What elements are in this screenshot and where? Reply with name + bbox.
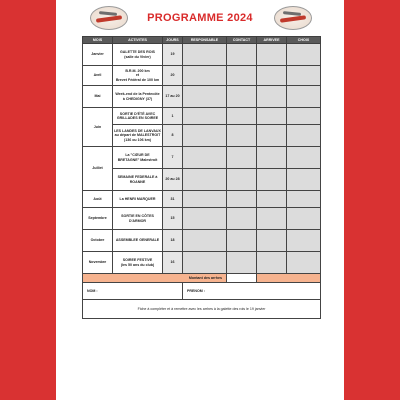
- cell-contact[interactable]: [227, 66, 257, 86]
- cell-contact[interactable]: [227, 44, 257, 66]
- cell-contact[interactable]: [227, 191, 257, 208]
- cell-activite: SORTIE EN CÔTES D'ARMOR: [113, 208, 163, 230]
- cell-activite: SOIREE FESTIVE (les 50 ans du club): [113, 252, 163, 274]
- arrhes-total-value-cell[interactable]: [227, 274, 257, 283]
- table-row: [83, 86, 321, 108]
- cell-responsable[interactable]: [183, 44, 227, 66]
- cell-arrivee[interactable]: [257, 86, 287, 108]
- cell-jours: 19: [163, 44, 183, 66]
- cell-jours: 20 au 28: [163, 169, 183, 191]
- cell-arrivee[interactable]: [257, 252, 287, 274]
- cell-contact[interactable]: [227, 169, 257, 191]
- cell-jours: 15: [163, 208, 183, 230]
- cell-jours: 18: [163, 230, 183, 252]
- column-header-responsable: RESPONSABLE: [183, 37, 227, 44]
- column-header-choix: CHOIX: [287, 37, 321, 44]
- cell-mois: Juillet: [83, 147, 113, 191]
- cell-jours: 17 au 20: [163, 86, 183, 108]
- cell-contact[interactable]: [227, 252, 257, 274]
- cell-responsable[interactable]: [183, 169, 227, 191]
- cell-choix[interactable]: [287, 147, 321, 169]
- cell-activite: La HENRI MARQUER: [113, 191, 163, 208]
- cell-choix[interactable]: [287, 169, 321, 191]
- cell-mois: Janvier: [83, 44, 113, 66]
- cell-responsable[interactable]: [183, 108, 227, 125]
- cell-responsable[interactable]: [183, 230, 227, 252]
- red-border-right: [344, 0, 400, 400]
- cell-choix[interactable]: [287, 191, 321, 208]
- cell-arrivee[interactable]: [257, 208, 287, 230]
- document-page: [60, 0, 340, 400]
- cell-jours: 16: [163, 252, 183, 274]
- column-header-contact: CONTACT: [227, 37, 257, 44]
- cell-contact[interactable]: [227, 125, 257, 147]
- column-header-activites: ACTIVITES: [113, 37, 163, 44]
- cell-contact[interactable]: [227, 230, 257, 252]
- cell-arrivee[interactable]: [257, 108, 287, 125]
- cell-mois: Août: [83, 191, 113, 208]
- cell-responsable[interactable]: [183, 125, 227, 147]
- cell-mois: Octobre: [83, 230, 113, 252]
- column-header-jours: JOURS: [163, 37, 183, 44]
- cell-choix[interactable]: [287, 230, 321, 252]
- cell-jours: 1: [163, 108, 183, 125]
- column-header-mois: MOIS: [83, 37, 113, 44]
- table-row: [83, 230, 321, 252]
- cell-mois: Septembre: [83, 208, 113, 230]
- cell-choix[interactable]: [287, 208, 321, 230]
- page-title: PROGRAMME 2024: [147, 12, 253, 24]
- cell-mois: Mai: [83, 86, 113, 108]
- cell-mois: Novembre: [83, 252, 113, 274]
- club-logo-right: [274, 6, 312, 30]
- cell-responsable[interactable]: [183, 191, 227, 208]
- cell-activite: Week-end de la Pentecôte à CHEDIGNY (37): [113, 86, 163, 108]
- table-row: [83, 66, 321, 86]
- cell-choix[interactable]: [287, 86, 321, 108]
- identity-row: [83, 283, 321, 300]
- cell-arrivee[interactable]: [257, 169, 287, 191]
- cell-responsable[interactable]: [183, 66, 227, 86]
- cell-mois: Juin: [83, 108, 113, 147]
- cell-activite: La "CŒUR DE BRETAGNE" Malestroit: [113, 147, 163, 169]
- cell-jours: 20: [163, 66, 183, 86]
- cell-choix[interactable]: [287, 108, 321, 125]
- arrhes-total-label: Montant des arrhes: [83, 274, 227, 283]
- table-row: [83, 108, 321, 125]
- cell-activite: SORTIE D'ÉTÉ AVEC GRILLADES EN SOIREE: [113, 108, 163, 125]
- cell-activite: SEMAINE FEDERALE à ROANNE: [113, 169, 163, 191]
- cell-contact[interactable]: [227, 86, 257, 108]
- cell-arrivee[interactable]: [257, 125, 287, 147]
- cell-arrivee[interactable]: [257, 147, 287, 169]
- red-border-left: [0, 0, 56, 400]
- cell-arrivee[interactable]: [257, 66, 287, 86]
- cell-responsable[interactable]: [183, 86, 227, 108]
- cell-activite: LES LANDES DE LANVAUX au départ de MALESTROIT (136 ou 106 km): [113, 125, 163, 147]
- cell-choix[interactable]: [287, 125, 321, 147]
- cell-arrivee[interactable]: [257, 191, 287, 208]
- prenom-label: PRENOM :: [187, 288, 205, 293]
- table-row: [83, 169, 321, 191]
- footer-note: Fiche à compléter et à remettre avec les arrhes à la galette des rois le 19 janvier: [83, 300, 321, 319]
- cell-jours: 7: [163, 147, 183, 169]
- cell-activite: B.R.M. 200 km et Brevet Fédéral de 100 km: [113, 66, 163, 86]
- table-row: [83, 252, 321, 274]
- table-row: [83, 191, 321, 208]
- table-row: [83, 125, 321, 147]
- cell-responsable[interactable]: [183, 252, 227, 274]
- cell-jours: 8: [163, 125, 183, 147]
- cell-mois: Avril: [83, 66, 113, 86]
- table-row: [83, 44, 321, 66]
- cell-responsable[interactable]: [183, 147, 227, 169]
- cell-activite: GALETTE DES ROIS (salle du Vivier): [113, 44, 163, 66]
- cell-choix[interactable]: [287, 252, 321, 274]
- table-row: [83, 147, 321, 169]
- cell-responsable[interactable]: [183, 208, 227, 230]
- cell-arrivee[interactable]: [257, 44, 287, 66]
- programme-table: [82, 36, 321, 319]
- nom-label: NOM :: [87, 288, 98, 293]
- cell-activite: ASSEMBLEE GENERALE: [113, 230, 163, 252]
- cell-contact[interactable]: [227, 208, 257, 230]
- footer-row: [83, 300, 321, 319]
- cell-contact[interactable]: [227, 147, 257, 169]
- table-header-row: [83, 37, 321, 44]
- cell-jours: 31: [163, 191, 183, 208]
- nom-field[interactable]: [83, 283, 183, 300]
- cell-arrivee[interactable]: [257, 230, 287, 252]
- column-header-arrivee: ARRIVEE: [257, 37, 287, 44]
- prenom-field[interactable]: [183, 283, 321, 300]
- arrhes-total-row: [83, 274, 321, 283]
- cell-choix[interactable]: [287, 44, 321, 66]
- table-row: [83, 208, 321, 230]
- cell-choix[interactable]: [287, 66, 321, 86]
- cell-contact[interactable]: [227, 108, 257, 125]
